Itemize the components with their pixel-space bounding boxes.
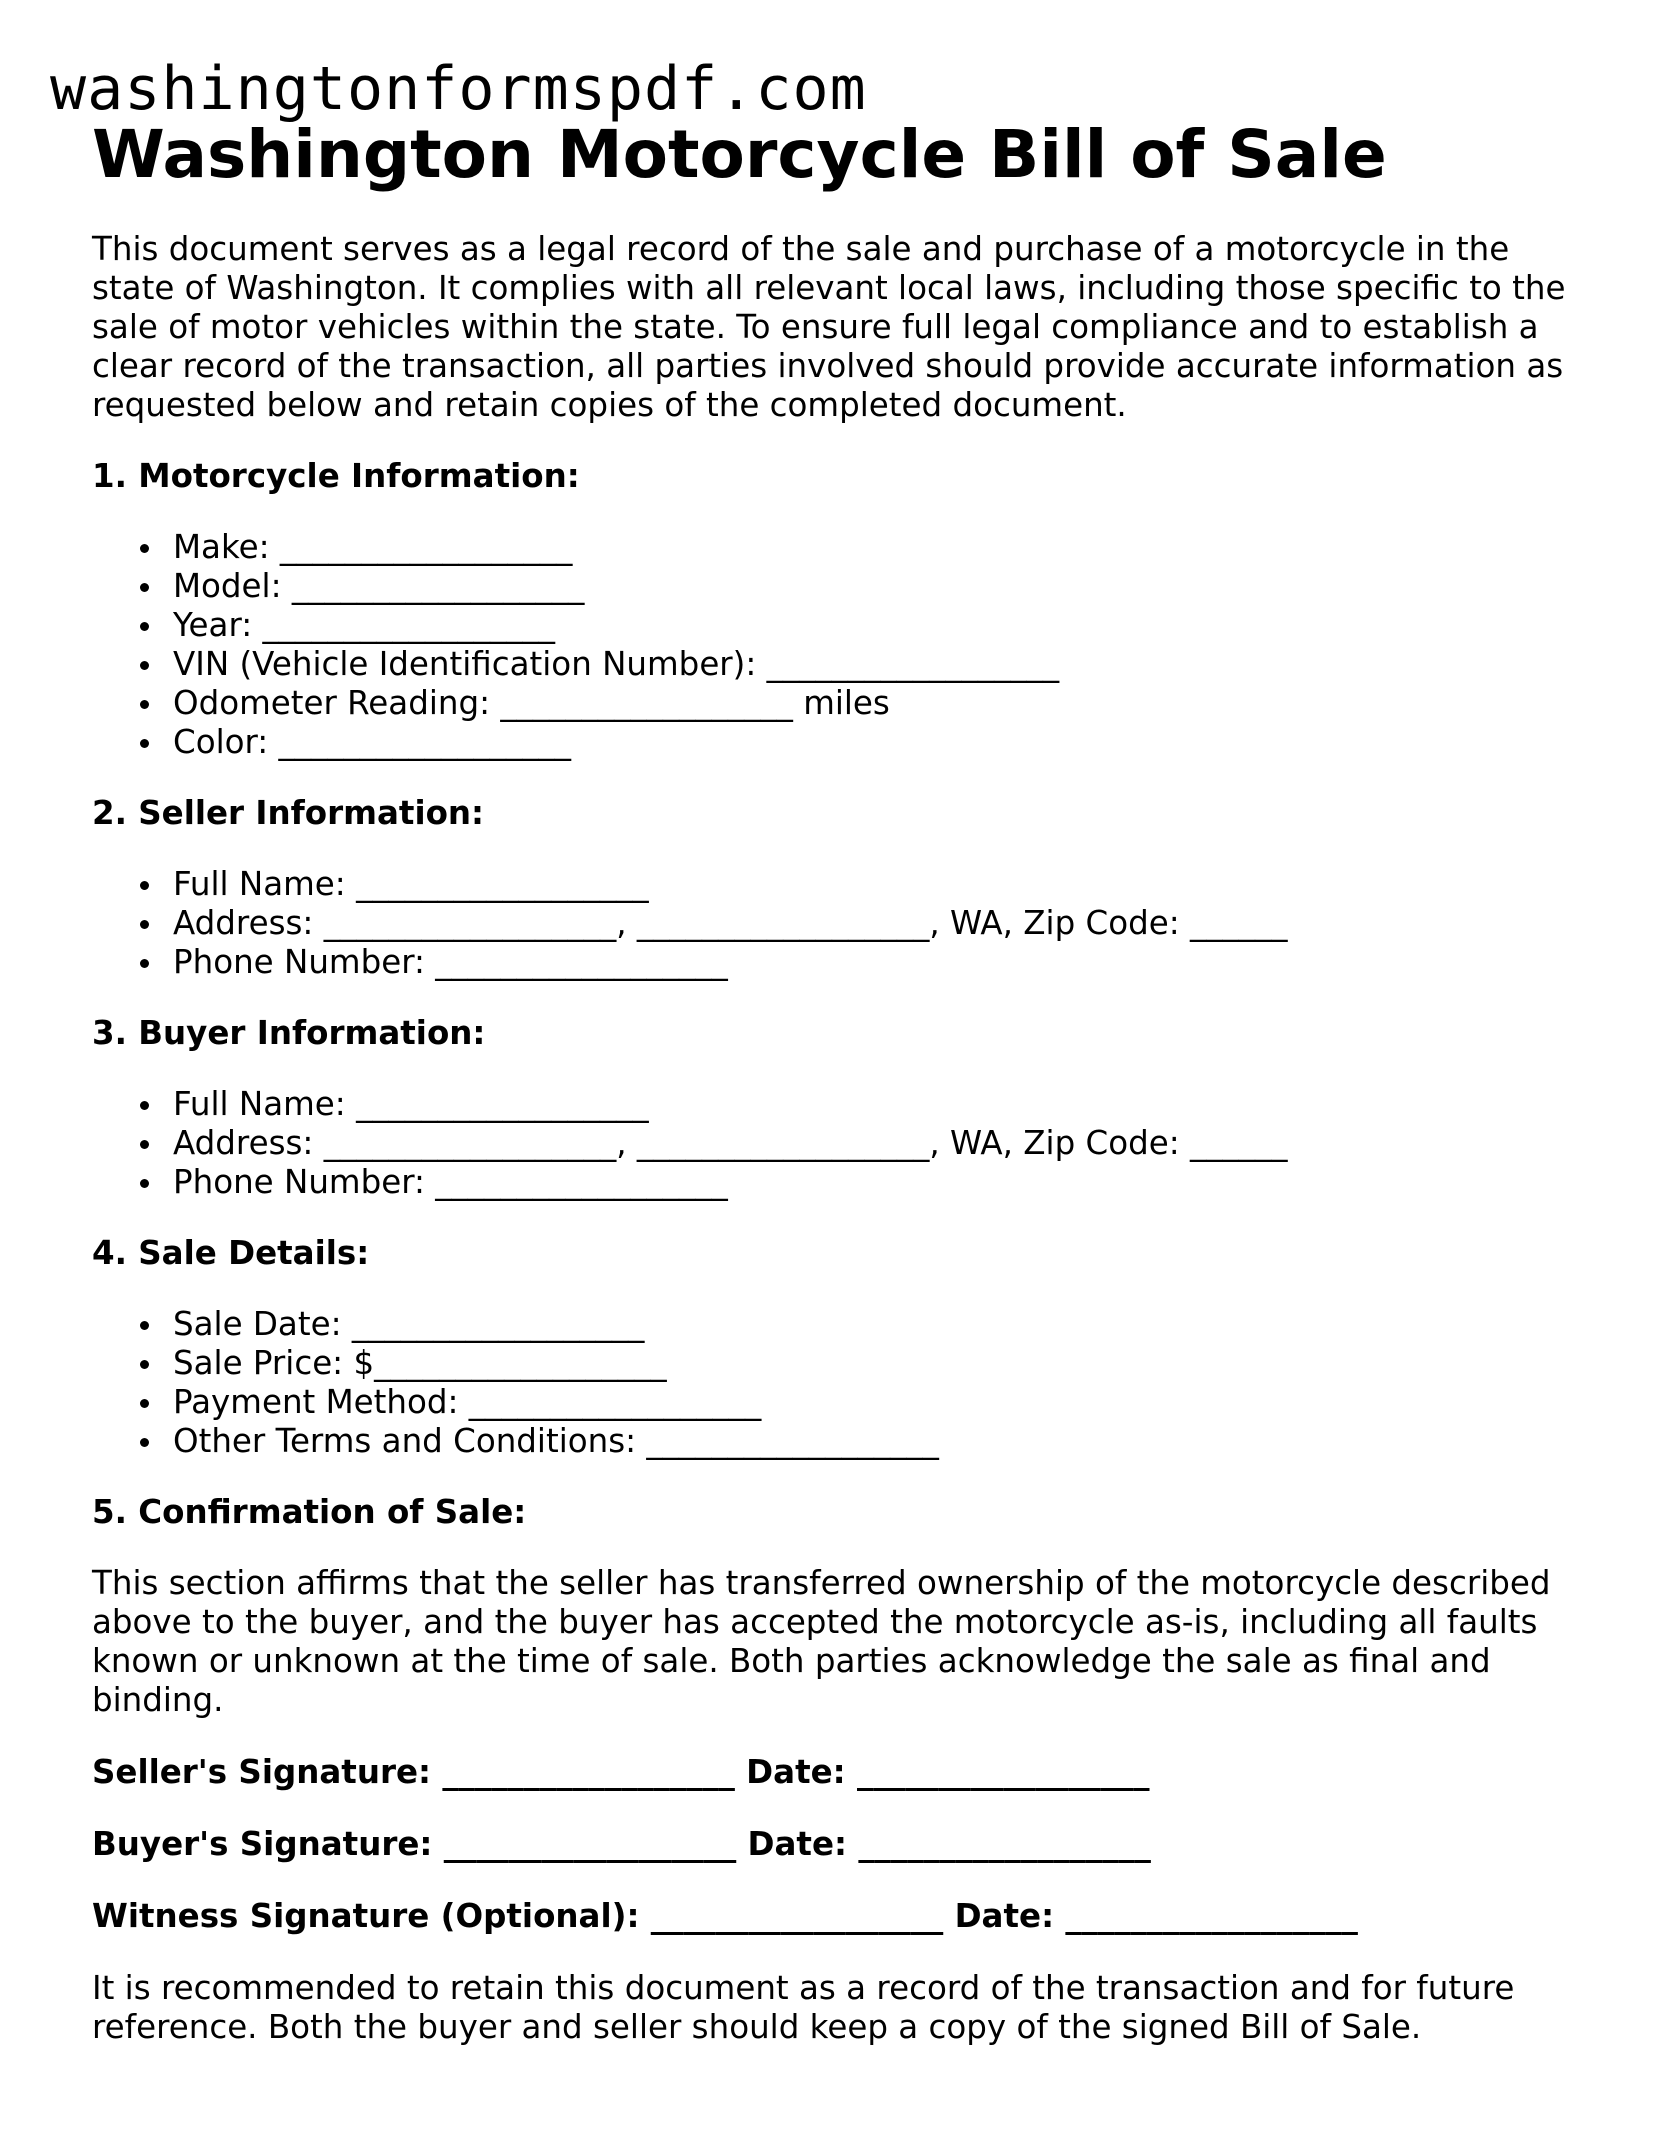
seller-fields-list <box>92 865 1592 982</box>
field-odometer: Odometer Reading: __________________ miles <box>92 684 1592 723</box>
site-watermark: washingtonformspdf.com <box>50 54 867 124</box>
section-heading-seller: 2. Seller Information: <box>92 794 485 832</box>
seller-signature-line: Seller's Signature: __________________ Date: __________________ <box>92 1753 1150 1791</box>
section-heading-motorcycle: 1. Motorcycle Information: <box>92 457 580 495</box>
confirmation-paragraph: This section affirms that the seller has transferred ownership of the motorcycle described above to the buyer, and the buyer has accepted the motorcycle as-is, including all faults known or unknown at the time of sale. Both parties acknowledge the sale as final and binding. <box>92 1564 1551 1719</box>
seller-address: Address: __________________, __________________, WA, Zip Code: ______ <box>92 904 1592 943</box>
document-title: Washington Motorcycle Bill of Sale <box>92 116 1387 193</box>
section-heading-buyer: 3. Buyer Information: <box>92 1014 486 1052</box>
section-heading-confirmation: 5. Confirmation of Sale: <box>92 1493 527 1531</box>
field-other-terms: Other Terms and Conditions: __________________ <box>92 1422 1592 1461</box>
field-sale-date: Sale Date: __________________ <box>92 1305 1592 1344</box>
buyer-phone: Phone Number: __________________ <box>92 1163 1592 1202</box>
buyer-full-name: Full Name: __________________ <box>92 1085 1592 1124</box>
field-payment-method: Payment Method: __________________ <box>92 1383 1592 1422</box>
field-sale-price: Sale Price: $__________________ <box>92 1344 1592 1383</box>
witness-signature-line: Witness Signature (Optional): __________________ Date: __________________ <box>92 1897 1358 1935</box>
section-heading-sale: 4. Sale Details: <box>92 1234 370 1272</box>
field-make: Make: __________________ <box>92 528 1592 567</box>
field-color: Color: __________________ <box>92 723 1592 762</box>
buyer-fields-list <box>92 1085 1592 1202</box>
closing-paragraph: It is recommended to retain this document as a record of the transaction and for future reference. Both the buyer and seller should keep a copy of the signed Bill of Sale. <box>92 1969 1515 2046</box>
field-year: Year: __________________ <box>92 606 1592 645</box>
intro-paragraph: This document serves as a legal record of the sale and purchase of a motorcycle in the state of Washington. It complies with all relevant local laws, including those specific to the sale of motor vehicles within the state. To ensure full legal compliance and to establish a clear record of the transaction, all parties involved should provide accurate information as requested below and retain copies of the completed document. <box>92 230 1566 424</box>
seller-full-name: Full Name: __________________ <box>92 865 1592 904</box>
seller-phone: Phone Number: __________________ <box>92 943 1592 982</box>
buyer-signature-line: Buyer's Signature: __________________ Date: __________________ <box>92 1825 1151 1863</box>
field-vin: VIN (Vehicle Identification Number): __________________ <box>92 645 1592 684</box>
document-body <box>92 116 1592 2047</box>
motorcycle-fields-list <box>92 528 1592 762</box>
sale-fields-list <box>92 1305 1592 1461</box>
field-model: Model: __________________ <box>92 567 1592 606</box>
buyer-address: Address: __________________, __________________, WA, Zip Code: ______ <box>92 1124 1592 1163</box>
